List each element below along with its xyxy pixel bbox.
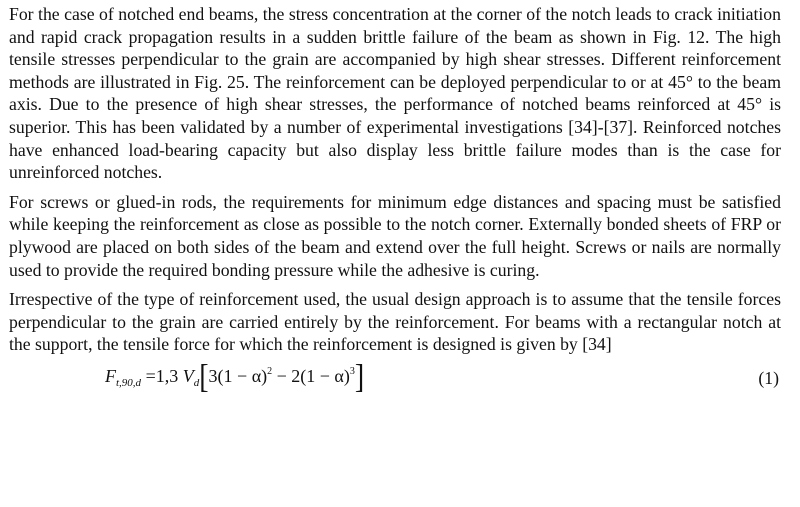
equation-number: (1)	[758, 367, 779, 388]
eq-term1-base: (1 − α)	[217, 365, 268, 386]
equation-formula	[105, 358, 365, 396]
eq-v-subscript: d	[193, 376, 200, 389]
eq-term2-base: (1 − α)	[300, 365, 350, 386]
paragraph-design-approach: Irrespective of the type of reinforcement used, the usual design approach is to assume that the tensile forces perpendicular to the grain are carried entirely by the reinforcement. For beams with a rectangular notch at the support, the tensile force for which the reinforcement is designed is given by [34]	[9, 289, 781, 355]
eq-v-symbol: V	[182, 365, 194, 386]
eq-minus: −	[276, 365, 287, 386]
eq-right-bracket: ]	[354, 358, 365, 396]
equation-1	[9, 360, 781, 398]
paragraph-notched-beams: For the case of notched end beams, the stress concentration at the corner of the notch leads to crack initiation and rapid crack propagation results in a sudden brittle failure of the beam as shown in Fig. 12. The high tensile stresses perpendicular to the grain are accompanied by high shear stresses. Different reinforcement methods are illustrated in Fig. 25. The reinforcement can be deployed perpendicular to or at 45° to the beam axis. Due to the presence of high shear stresses, the performance of notched beams reinforced at 45° is superior. This has been validated by a number of experimental investigations [34]-[37]. Reinforced notches have enhanced load-bearing capacity but also display less brittle failure modes than is the case for unreinforced notches.	[9, 4, 781, 183]
eq-term2-exp: 3	[349, 365, 355, 377]
eq-term1-coef: 3	[208, 365, 218, 386]
eq-lhs-subscript: t,90,d	[116, 376, 142, 389]
paragraph-screws-rods: For screws or glued-in rods, the requirements for minimum edge distances and spacing must be satisfied while keeping the reinforcement as close as possible to the notch corner. Externally bonded sheets of FRP or plywood are placed on both sides of the beam and extend over the full height. Screws or nails are normally used to provide the required bonding pressure while the adhesive is curing.	[9, 191, 781, 280]
eq-lhs-symbol: F	[105, 365, 116, 386]
eq-term1-exp: 2	[267, 365, 273, 377]
page-content	[9, 3, 781, 398]
eq-coefficient: 1,3	[155, 365, 179, 386]
eq-left-bracket: [	[199, 358, 209, 396]
eq-equals: =	[145, 365, 156, 386]
eq-term2-coef: 2	[291, 365, 301, 386]
